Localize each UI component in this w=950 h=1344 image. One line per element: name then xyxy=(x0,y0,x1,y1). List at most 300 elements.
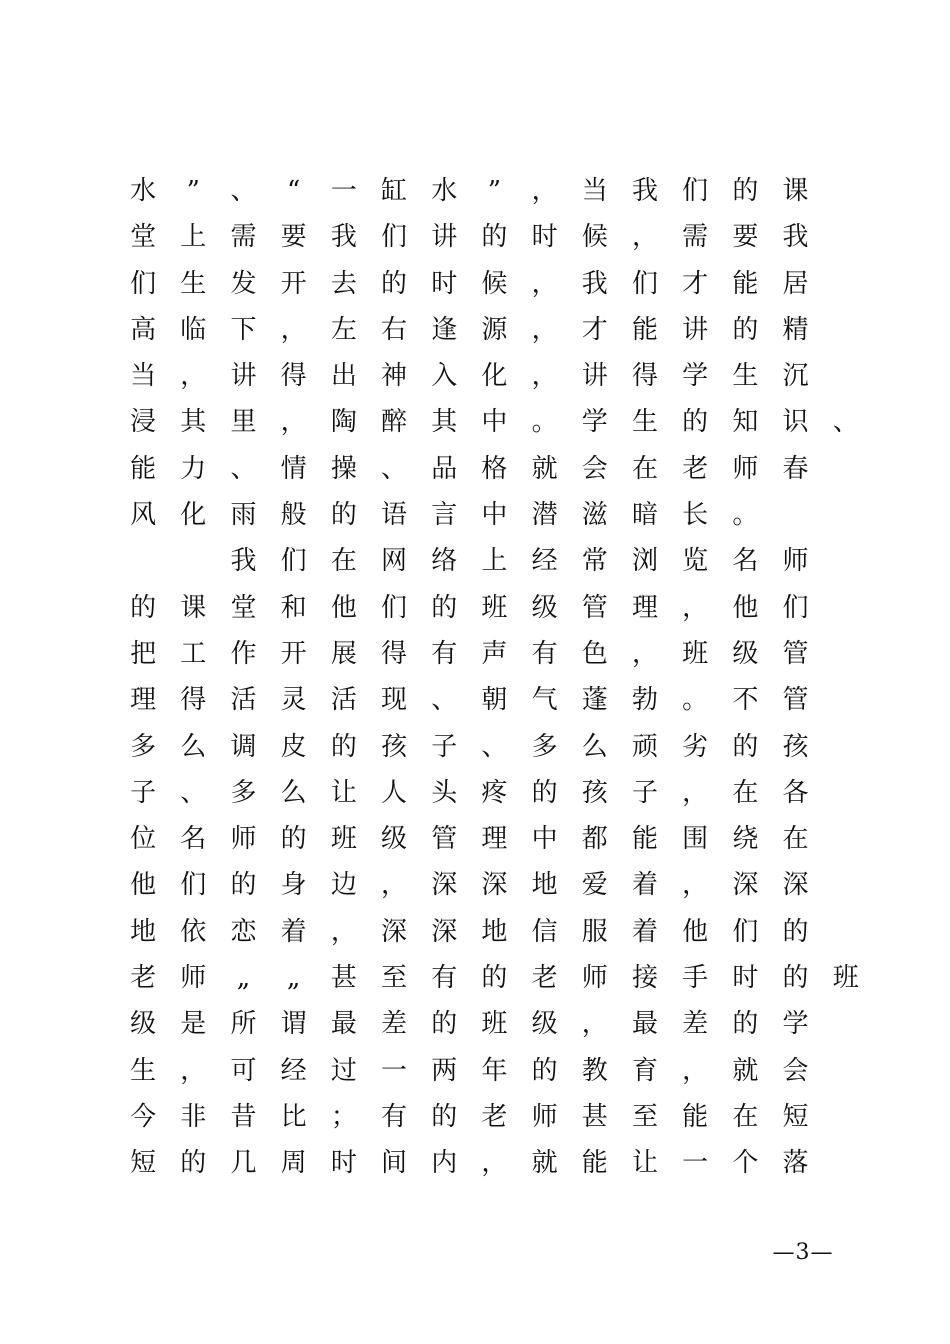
glyph: 爱 xyxy=(581,870,608,901)
glyph: 神 xyxy=(381,361,408,392)
glyph: 所 xyxy=(230,1009,257,1040)
glyph: 需 xyxy=(682,222,709,253)
glyph: 着 xyxy=(631,916,658,947)
glyph: 们 xyxy=(782,592,809,623)
glyph: 谓 xyxy=(280,1009,307,1040)
glyph: 有 xyxy=(531,638,558,669)
glyph: 各 xyxy=(782,777,809,808)
glyph: 多 xyxy=(230,777,257,808)
glyph: 的 xyxy=(682,407,709,438)
glyph: 里 xyxy=(230,407,257,438)
glyph: 、 xyxy=(230,176,257,206)
glyph: 信 xyxy=(531,916,558,947)
glyph: 当 xyxy=(581,176,608,206)
glyph: 身 xyxy=(280,870,307,901)
glyph: 会 xyxy=(782,1055,809,1086)
glyph: 地 xyxy=(531,870,558,901)
glyph: ， xyxy=(531,268,558,299)
glyph: 、 xyxy=(431,685,458,716)
glyph: 课 xyxy=(180,592,207,623)
glyph: 在 xyxy=(631,453,658,484)
text-line xyxy=(118,1140,878,1186)
glyph: 最 xyxy=(330,1009,357,1040)
glyph: 情 xyxy=(280,453,307,484)
glyph: 差 xyxy=(381,1009,408,1040)
glyph: 深 xyxy=(782,870,809,901)
glyph: ， xyxy=(280,407,307,438)
glyph: 其 xyxy=(431,407,458,438)
glyph: 班 xyxy=(481,592,508,623)
glyph: 依 xyxy=(180,916,207,947)
glyph: 恋 xyxy=(230,916,257,947)
glyph: ， xyxy=(682,777,709,808)
glyph: 落 xyxy=(782,1148,809,1179)
glyph: 理 xyxy=(130,685,157,716)
glyph: 有 xyxy=(381,1101,408,1132)
glyph: 的 xyxy=(732,1009,759,1040)
glyph: ， xyxy=(280,314,307,345)
glyph: 都 xyxy=(581,824,608,855)
glyph: 人 xyxy=(381,777,408,808)
glyph: 、 xyxy=(381,453,408,484)
glyph: 活 xyxy=(330,685,357,716)
glyph: 有 xyxy=(431,963,458,994)
glyph: 候 xyxy=(481,268,508,299)
glyph: 雨 xyxy=(230,500,257,531)
text-line xyxy=(118,770,878,816)
glyph: 年 xyxy=(481,1055,508,1086)
text-line xyxy=(118,585,878,631)
glyph: 他 xyxy=(330,592,357,623)
glyph: 上 xyxy=(180,222,207,253)
glyph: 常 xyxy=(581,546,608,577)
glyph: 。 xyxy=(732,500,759,531)
glyph: 生 xyxy=(180,268,207,299)
glyph: 当 xyxy=(130,361,157,392)
text-line xyxy=(118,261,878,307)
glyph: ， xyxy=(682,870,709,901)
glyph: 经 xyxy=(531,546,558,577)
glyph: 醉 xyxy=(381,407,408,438)
glyph: 色 xyxy=(581,638,608,669)
text-line xyxy=(118,631,878,677)
glyph: 得 xyxy=(280,361,307,392)
glyph: 的 xyxy=(431,1009,458,1040)
glyph: 力 xyxy=(180,453,207,484)
glyph: 临 xyxy=(180,314,207,345)
glyph: 么 xyxy=(280,777,307,808)
glyph: 的 xyxy=(531,777,558,808)
glyph: 讲 xyxy=(682,314,709,345)
glyph: 子 xyxy=(431,731,458,762)
glyph: 课 xyxy=(782,176,809,206)
glyph: 能 xyxy=(581,1148,608,1179)
glyph: 级 xyxy=(531,1009,558,1040)
glyph: ， xyxy=(330,916,357,947)
glyph: 时 xyxy=(330,1148,357,1179)
glyph: ， xyxy=(381,870,408,901)
glyph: 地 xyxy=(130,916,157,947)
glyph: 的 xyxy=(732,176,759,206)
glyph: 的 xyxy=(280,824,307,855)
glyph: „ xyxy=(286,963,301,994)
glyph: 皮 xyxy=(280,731,307,762)
glyph: 言 xyxy=(431,500,458,531)
glyph: 时 xyxy=(732,963,759,994)
glyph: 他 xyxy=(682,916,709,947)
glyph: ， xyxy=(581,1009,608,1040)
glyph: 内 xyxy=(431,1148,458,1179)
glyph: 让 xyxy=(330,777,357,808)
glyph: 头 xyxy=(431,777,458,808)
glyph: 工 xyxy=(180,638,207,669)
glyph: 们 xyxy=(180,870,207,901)
glyph: 朝 xyxy=(481,685,508,716)
glyph: ， xyxy=(631,222,658,253)
glyph: 就 xyxy=(531,1148,558,1179)
glyph: 师 xyxy=(531,1101,558,1132)
glyph: 的 xyxy=(330,500,357,531)
glyph: 灵 xyxy=(280,685,307,716)
glyph: 周 xyxy=(280,1148,307,1179)
glyph: 的 xyxy=(782,963,809,994)
glyph: 的 xyxy=(230,870,257,901)
glyph: ， xyxy=(481,1148,508,1179)
glyph: 疼 xyxy=(481,777,508,808)
glyph: 的 xyxy=(531,1055,558,1086)
glyph: 短 xyxy=(782,1101,809,1132)
glyph: 的 xyxy=(481,222,508,253)
glyph: 管 xyxy=(581,592,608,623)
glyph: 陶 xyxy=(330,407,357,438)
text-line xyxy=(118,862,878,908)
glyph: 得 xyxy=(381,638,408,669)
glyph: 们 xyxy=(280,546,307,577)
text-line xyxy=(118,1048,878,1094)
glyph: 知 xyxy=(732,407,759,438)
glyph: 化 xyxy=(180,500,207,531)
glyph: 我 xyxy=(782,222,809,253)
glyph: 的 xyxy=(732,314,759,345)
glyph: 我 xyxy=(330,222,357,253)
glyph xyxy=(118,538,168,584)
glyph: 个 xyxy=(732,1148,759,1179)
glyph: 浏 xyxy=(631,546,658,577)
glyph: 在 xyxy=(732,1101,759,1132)
glyph: 其 xyxy=(180,407,207,438)
glyph: 理 xyxy=(631,592,658,623)
glyph: 师 xyxy=(180,963,207,994)
glyph: 开 xyxy=(280,638,307,669)
glyph: 般 xyxy=(280,500,307,531)
glyph: 才 xyxy=(682,268,709,299)
glyph: 着 xyxy=(280,916,307,947)
glyph: 发 xyxy=(230,268,257,299)
glyph: 长 xyxy=(682,500,709,531)
glyph: 就 xyxy=(531,453,558,484)
glyph: 边 xyxy=(330,870,357,901)
glyph: 班 xyxy=(330,824,357,855)
glyph: 一 xyxy=(381,1055,408,1086)
glyph: 班 xyxy=(481,1009,508,1040)
glyph: 操 xyxy=(330,453,357,484)
glyph: 的 xyxy=(481,963,508,994)
glyph: 识 xyxy=(782,407,809,438)
glyph: 不 xyxy=(732,685,759,716)
glyph: 和 xyxy=(280,592,307,623)
glyph: 出 xyxy=(330,361,357,392)
glyph: 的 xyxy=(330,731,357,762)
text-line xyxy=(118,538,878,584)
glyph: 逢 xyxy=(431,314,458,345)
glyph: 中 xyxy=(531,824,558,855)
glyph: 师 xyxy=(581,963,608,994)
glyph: 能 xyxy=(130,453,157,484)
glyph: 候 xyxy=(581,222,608,253)
glyph: 教 xyxy=(581,1055,608,1086)
glyph: 气 xyxy=(531,685,558,716)
glyph: 滋 xyxy=(581,500,608,531)
glyph: 要 xyxy=(280,222,307,253)
glyph: 我 xyxy=(581,268,608,299)
glyph: 把 xyxy=(130,638,157,669)
text-line xyxy=(118,1001,878,1047)
glyph: 有 xyxy=(431,638,458,669)
glyph: 劣 xyxy=(682,731,709,762)
glyph: 声 xyxy=(481,638,508,669)
glyph: 的 xyxy=(431,1101,458,1132)
glyph: 我 xyxy=(230,546,257,577)
glyph: 甚 xyxy=(330,963,357,994)
glyph: 堂 xyxy=(230,592,257,623)
glyph: 差 xyxy=(682,1009,709,1040)
glyph: 育 xyxy=(631,1055,658,1086)
glyph: 间 xyxy=(381,1148,408,1179)
glyph: 勃 xyxy=(631,685,658,716)
glyph: 能 xyxy=(631,314,658,345)
glyph: 子 xyxy=(631,777,658,808)
glyph: 的 xyxy=(732,731,759,762)
glyph: 们 xyxy=(682,176,709,206)
glyph: 现 xyxy=(381,685,408,716)
glyph: 缸 xyxy=(381,176,408,206)
glyph: 今 xyxy=(130,1101,157,1132)
glyph: 开 xyxy=(280,268,307,299)
glyph: 孩 xyxy=(782,731,809,762)
glyph: 可 xyxy=(230,1055,257,1086)
glyph: 、 xyxy=(832,407,859,438)
glyph: „ xyxy=(236,963,251,994)
text-line xyxy=(118,724,878,770)
glyph: 管 xyxy=(782,685,809,716)
glyph: 的 xyxy=(431,592,458,623)
text-line xyxy=(118,214,878,260)
glyph: 服 xyxy=(581,916,608,947)
glyph: 就 xyxy=(732,1055,759,1086)
page-number: —3— xyxy=(772,1240,834,1265)
glyph: 理 xyxy=(481,824,508,855)
glyph: 管 xyxy=(782,638,809,669)
glyph: 子 xyxy=(130,777,157,808)
glyph: 源 xyxy=(481,314,508,345)
glyph: 名 xyxy=(732,546,759,577)
glyph: 深 xyxy=(481,870,508,901)
glyph: ， xyxy=(682,592,709,623)
glyph: 比 xyxy=(280,1101,307,1132)
glyph: 管 xyxy=(431,824,458,855)
glyph: 老 xyxy=(481,1101,508,1132)
glyph: 深 xyxy=(431,870,458,901)
glyph: 水 xyxy=(431,176,458,206)
glyph: 要 xyxy=(732,222,759,253)
glyph: 。 xyxy=(682,685,709,716)
glyph xyxy=(168,538,218,584)
glyph: 展 xyxy=(330,638,357,669)
glyph: 沉 xyxy=(782,361,809,392)
glyph: 位 xyxy=(130,824,157,855)
glyph: 暗 xyxy=(631,500,658,531)
glyph: 会 xyxy=(581,453,608,484)
glyph: 的 xyxy=(180,1148,207,1179)
glyph: 高 xyxy=(130,314,157,345)
glyph: 深 xyxy=(381,916,408,947)
glyph: 是 xyxy=(180,1009,207,1040)
glyph: 生 xyxy=(130,1055,157,1086)
glyph: 深 xyxy=(732,870,759,901)
glyph: ， xyxy=(531,314,558,345)
glyph: 络 xyxy=(431,546,458,577)
glyph: 一 xyxy=(682,1148,709,1179)
glyph: ” xyxy=(186,176,200,206)
glyph: 、 xyxy=(481,731,508,762)
glyph: 级 xyxy=(531,592,558,623)
glyph: 学 xyxy=(682,361,709,392)
glyph: 几 xyxy=(230,1148,257,1179)
glyph: 春 xyxy=(782,453,809,484)
glyph: 们 xyxy=(381,592,408,623)
glyph: 生 xyxy=(631,407,658,438)
glyph: 堂 xyxy=(130,222,157,253)
glyph: 孩 xyxy=(581,777,608,808)
glyph: 中 xyxy=(481,500,508,531)
glyph: 讲 xyxy=(230,361,257,392)
glyph: 潜 xyxy=(531,500,558,531)
glyph: 甚 xyxy=(581,1101,608,1132)
glyph: 非 xyxy=(180,1101,207,1132)
glyph: 让 xyxy=(631,1148,658,1179)
glyph: 手 xyxy=(682,963,709,994)
glyph: 化 xyxy=(481,361,508,392)
glyph: 时 xyxy=(531,222,558,253)
glyph: 至 xyxy=(631,1101,658,1132)
glyph: 他 xyxy=(732,592,759,623)
glyph: 一 xyxy=(330,176,357,206)
glyph: 、 xyxy=(180,777,207,808)
glyph: 学 xyxy=(782,1009,809,1040)
glyph: 两 xyxy=(431,1055,458,1086)
text-line xyxy=(118,816,878,862)
glyph: 的 xyxy=(381,268,408,299)
glyph: 入 xyxy=(431,361,458,392)
glyph: 在 xyxy=(732,777,759,808)
glyph: 名 xyxy=(180,824,207,855)
glyph: 网 xyxy=(381,546,408,577)
glyph: 得 xyxy=(631,361,658,392)
glyph: 老 xyxy=(682,453,709,484)
text-line xyxy=(118,307,878,353)
glyph: 能 xyxy=(732,268,759,299)
glyph: 师 xyxy=(732,453,759,484)
glyph: 水 xyxy=(130,176,157,206)
text-line xyxy=(118,1094,878,1140)
glyph: 着 xyxy=(631,870,658,901)
glyph: ， xyxy=(531,361,558,392)
glyph: ； xyxy=(330,1101,357,1132)
glyph: 在 xyxy=(782,824,809,855)
glyph: 们 xyxy=(631,268,658,299)
glyph: 最 xyxy=(631,1009,658,1040)
glyph: 左 xyxy=(330,314,357,345)
glyph: 老 xyxy=(130,963,157,994)
text-line xyxy=(118,909,878,955)
glyph: ， xyxy=(180,361,207,392)
glyph: 绕 xyxy=(732,824,759,855)
glyph: 、 xyxy=(230,453,257,484)
glyph: 的 xyxy=(130,592,157,623)
glyph: 格 xyxy=(481,453,508,484)
glyph: 去 xyxy=(330,268,357,299)
glyph: ， xyxy=(682,1055,709,1086)
glyph: 顽 xyxy=(631,731,658,762)
glyph: 我 xyxy=(631,176,658,206)
glyph: 短 xyxy=(130,1148,157,1179)
glyph: 风 xyxy=(130,500,157,531)
glyph: 能 xyxy=(682,1101,709,1132)
text-line xyxy=(118,399,878,445)
glyph: 需 xyxy=(230,222,257,253)
glyph: 他 xyxy=(130,870,157,901)
glyph: 接 xyxy=(631,963,658,994)
glyph: 居 xyxy=(782,268,809,299)
glyph: 至 xyxy=(381,963,408,994)
glyph: ” xyxy=(487,176,502,206)
glyph: 孩 xyxy=(381,731,408,762)
glyph: 级 xyxy=(732,638,759,669)
glyph: 多 xyxy=(531,731,558,762)
glyph: 讲 xyxy=(581,361,608,392)
glyph: 下 xyxy=(230,314,257,345)
glyph: 生 xyxy=(732,361,759,392)
glyph: 能 xyxy=(631,824,658,855)
glyph: 中 xyxy=(481,407,508,438)
glyph: 讲 xyxy=(431,222,458,253)
glyph: 蓬 xyxy=(581,685,608,716)
glyph: ， xyxy=(631,638,658,669)
glyph: 过 xyxy=(330,1055,357,1086)
glyph: 右 xyxy=(381,314,408,345)
glyph: 级 xyxy=(381,824,408,855)
glyph: 调 xyxy=(230,731,257,762)
glyph: 浸 xyxy=(130,407,157,438)
glyph: 。 xyxy=(531,407,558,438)
glyph: 的 xyxy=(782,916,809,947)
glyph: 们 xyxy=(732,916,759,947)
glyph: 们 xyxy=(130,268,157,299)
text-line xyxy=(118,492,878,538)
text-line xyxy=(118,955,878,1001)
glyph: 么 xyxy=(581,731,608,762)
glyph: 深 xyxy=(431,916,458,947)
